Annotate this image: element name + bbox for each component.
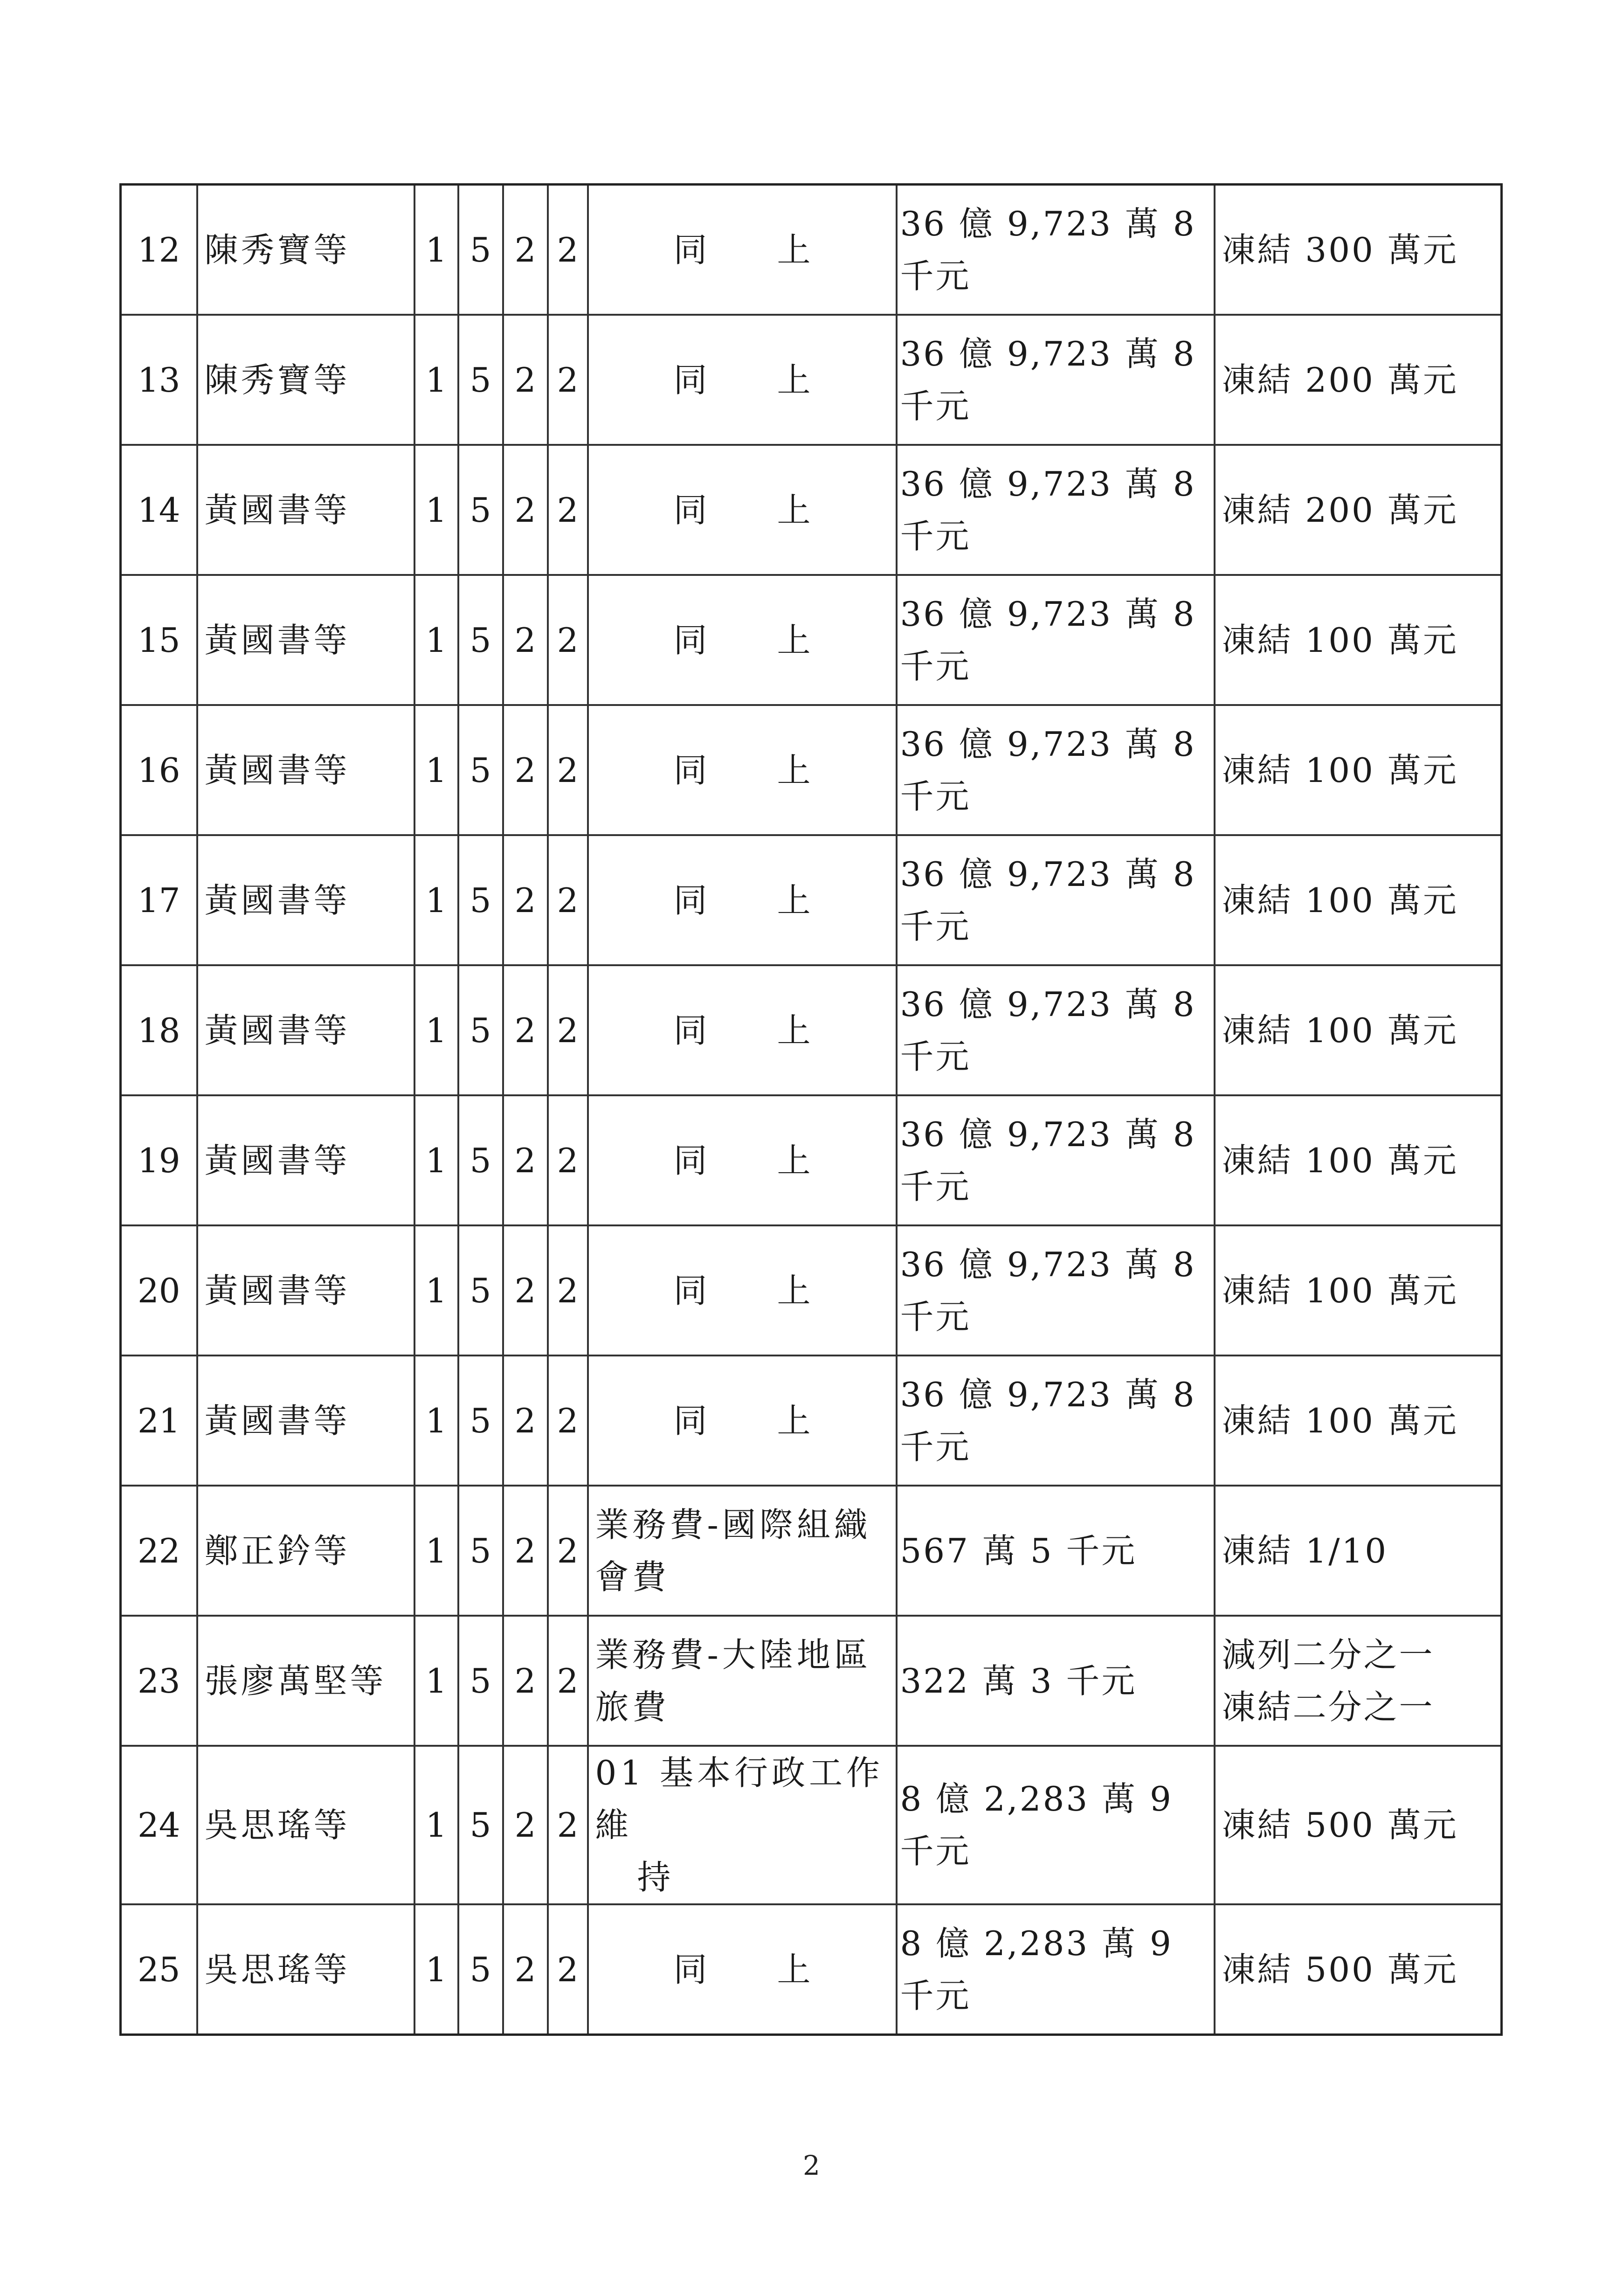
code-digit-2: 5 xyxy=(458,445,503,575)
proposer-name: 陳秀寶等 xyxy=(197,315,414,445)
item-same-b: 上 xyxy=(777,490,811,530)
proposer-name: 黃國書等 xyxy=(197,575,414,705)
row-number: 15 xyxy=(121,575,197,705)
table-row xyxy=(121,445,1502,575)
resolution: 凍結 100 萬元 xyxy=(1215,835,1502,965)
proposer-name: 黃國書等 xyxy=(197,1355,414,1486)
budget-amount: 36 億 9,723 萬 8 千元 xyxy=(897,185,1215,315)
row-number: 25 xyxy=(121,1904,197,2035)
item-same-a: 同 xyxy=(673,750,707,790)
budget-amount: 36 億 9,723 萬 8 千元 xyxy=(897,1095,1215,1225)
row-number: 21 xyxy=(121,1355,197,1486)
code-digit-1: 1 xyxy=(414,1616,458,1746)
table-row xyxy=(121,1904,1502,2035)
table-row xyxy=(121,1616,1502,1746)
motion-table xyxy=(119,183,1503,2036)
resolution: 凍結 100 萬元 xyxy=(1215,1095,1502,1225)
code-digit-4: 2 xyxy=(548,1095,588,1225)
table-row xyxy=(121,705,1502,835)
code-digit-3: 2 xyxy=(503,1225,548,1355)
item-same-b: 上 xyxy=(777,360,811,400)
code-digit-2: 5 xyxy=(458,835,503,965)
code-digit-3: 2 xyxy=(503,1746,548,1904)
code-digit-2: 5 xyxy=(458,185,503,315)
budget-amount: 322 萬 3 千元 xyxy=(897,1616,1215,1746)
row-number: 17 xyxy=(121,835,197,965)
proposer-name: 鄭正鈐等 xyxy=(197,1486,414,1616)
item-same-a: 同 xyxy=(673,1010,707,1050)
code-digit-1: 1 xyxy=(414,1225,458,1355)
budget-item-line-2: 持 xyxy=(637,1858,675,1897)
code-digit-1: 1 xyxy=(414,1486,458,1616)
code-digit-1: 1 xyxy=(414,1355,458,1486)
table-row xyxy=(121,1095,1502,1225)
table-row xyxy=(121,575,1502,705)
item-same-a: 同 xyxy=(673,360,707,400)
code-digit-4: 2 xyxy=(548,445,588,575)
row-number: 20 xyxy=(121,1225,197,1355)
code-digit-2: 5 xyxy=(458,1616,503,1746)
budget-item xyxy=(588,1095,897,1225)
resolution: 凍結 100 萬元 xyxy=(1215,575,1502,705)
resolution-line-1: 減列二分之一 xyxy=(1222,1635,1435,1674)
code-digit-1: 1 xyxy=(414,315,458,445)
code-digit-1: 1 xyxy=(414,185,458,315)
item-same-a: 同 xyxy=(673,230,707,270)
code-digit-3: 2 xyxy=(503,1904,548,2035)
resolution: 凍結 100 萬元 xyxy=(1215,1225,1502,1355)
resolution xyxy=(1215,1616,1502,1746)
code-digit-3: 2 xyxy=(503,185,548,315)
proposer-name: 吳思瑤等 xyxy=(197,1746,414,1904)
item-same-b: 上 xyxy=(777,1271,811,1310)
item-same-b: 上 xyxy=(777,1010,811,1050)
code-digit-2: 5 xyxy=(458,1095,503,1225)
code-digit-3: 2 xyxy=(503,705,548,835)
code-digit-1: 1 xyxy=(414,575,458,705)
budget-amount: 36 億 9,723 萬 8 千元 xyxy=(897,1225,1215,1355)
item-same-a: 同 xyxy=(673,880,707,920)
proposer-name: 黃國書等 xyxy=(197,965,414,1095)
budget-item xyxy=(588,1746,897,1904)
code-digit-4: 2 xyxy=(548,965,588,1095)
resolution: 凍結 200 萬元 xyxy=(1215,445,1502,575)
row-number: 24 xyxy=(121,1746,197,1904)
table-row xyxy=(121,185,1502,315)
proposer-name: 張廖萬堅等 xyxy=(197,1616,414,1746)
table-row xyxy=(121,1486,1502,1616)
code-digit-2: 5 xyxy=(458,1225,503,1355)
item-same-b: 上 xyxy=(777,750,811,790)
code-digit-1: 1 xyxy=(414,835,458,965)
proposer-name: 黃國書等 xyxy=(197,445,414,575)
code-digit-1: 1 xyxy=(414,1095,458,1225)
budget-item-line-1: 01 基本行政工作維 xyxy=(595,1753,884,1845)
row-number: 12 xyxy=(121,185,197,315)
table-row xyxy=(121,1746,1502,1904)
budget-amount: 36 億 9,723 萬 8 千元 xyxy=(897,965,1215,1095)
budget-item xyxy=(588,705,897,835)
budget-item: 業務費-國際組織會費 xyxy=(588,1486,897,1616)
proposer-name: 吳思瑤等 xyxy=(197,1904,414,2035)
budget-item xyxy=(588,315,897,445)
budget-amount: 8 億 2,283 萬 9 千元 xyxy=(897,1746,1215,1904)
code-digit-1: 1 xyxy=(414,445,458,575)
budget-amount: 8 億 2,283 萬 9 千元 xyxy=(897,1904,1215,2035)
code-digit-2: 5 xyxy=(458,705,503,835)
table-row xyxy=(121,315,1502,445)
code-digit-3: 2 xyxy=(503,1486,548,1616)
code-digit-3: 2 xyxy=(503,965,548,1095)
row-number: 19 xyxy=(121,1095,197,1225)
code-digit-4: 2 xyxy=(548,1225,588,1355)
row-number: 16 xyxy=(121,705,197,835)
budget-item xyxy=(588,1225,897,1355)
proposer-name: 黃國書等 xyxy=(197,835,414,965)
budget-item xyxy=(588,835,897,965)
resolution: 凍結 100 萬元 xyxy=(1215,705,1502,835)
item-same-a: 同 xyxy=(673,1141,707,1180)
budget-item xyxy=(588,445,897,575)
code-digit-3: 2 xyxy=(503,1616,548,1746)
code-digit-4: 2 xyxy=(548,1904,588,2035)
code-digit-2: 5 xyxy=(458,965,503,1095)
budget-item xyxy=(588,1355,897,1486)
code-digit-1: 1 xyxy=(414,1904,458,2035)
proposer-name: 黃國書等 xyxy=(197,705,414,835)
proposer-name: 陳秀寶等 xyxy=(197,185,414,315)
code-digit-2: 5 xyxy=(458,1904,503,2035)
code-digit-4: 2 xyxy=(548,1355,588,1486)
budget-item: 業務費-大陸地區旅費 xyxy=(588,1616,897,1746)
budget-amount: 36 億 9,723 萬 8 千元 xyxy=(897,705,1215,835)
budget-item xyxy=(588,1904,897,2035)
code-digit-2: 5 xyxy=(458,315,503,445)
item-same-b: 上 xyxy=(777,880,811,920)
row-number: 23 xyxy=(121,1616,197,1746)
row-number: 18 xyxy=(121,965,197,1095)
code-digit-3: 2 xyxy=(503,315,548,445)
item-same-b: 上 xyxy=(777,1401,811,1440)
item-same-b: 上 xyxy=(777,1141,811,1180)
code-digit-3: 2 xyxy=(503,1095,548,1225)
code-digit-4: 2 xyxy=(548,705,588,835)
code-digit-3: 2 xyxy=(503,445,548,575)
budget-amount: 36 億 9,723 萬 8 千元 xyxy=(897,1355,1215,1486)
table-row xyxy=(121,965,1502,1095)
item-same-a: 同 xyxy=(673,620,707,660)
code-digit-3: 2 xyxy=(503,575,548,705)
item-same-a: 同 xyxy=(673,490,707,530)
code-digit-4: 2 xyxy=(548,1486,588,1616)
code-digit-1: 1 xyxy=(414,1746,458,1904)
code-digit-1: 1 xyxy=(414,965,458,1095)
budget-amount: 36 億 9,723 萬 8 千元 xyxy=(897,445,1215,575)
item-same-b: 上 xyxy=(777,230,811,270)
item-same-a: 同 xyxy=(673,1271,707,1310)
item-same-a: 同 xyxy=(673,1401,707,1440)
budget-amount: 36 億 9,723 萬 8 千元 xyxy=(897,315,1215,445)
budget-amount: 36 億 9,723 萬 8 千元 xyxy=(897,575,1215,705)
code-digit-4: 2 xyxy=(548,1616,588,1746)
budget-amount: 36 億 9,723 萬 8 千元 xyxy=(897,835,1215,965)
row-number: 13 xyxy=(121,315,197,445)
code-digit-4: 2 xyxy=(548,575,588,705)
code-digit-4: 2 xyxy=(548,315,588,445)
resolution: 凍結 1/10 xyxy=(1215,1486,1502,1616)
code-digit-4: 2 xyxy=(548,1746,588,1904)
item-same-a: 同 xyxy=(673,1950,707,1989)
code-digit-4: 2 xyxy=(548,185,588,315)
code-digit-3: 2 xyxy=(503,1355,548,1486)
budget-amount: 567 萬 5 千元 xyxy=(897,1486,1215,1616)
row-number: 22 xyxy=(121,1486,197,1616)
budget-item xyxy=(588,575,897,705)
table-row xyxy=(121,1355,1502,1486)
proposer-name: 黃國書等 xyxy=(197,1095,414,1225)
code-digit-2: 5 xyxy=(458,1355,503,1486)
item-same-b: 上 xyxy=(777,620,811,660)
table-row xyxy=(121,1225,1502,1355)
proposer-name: 黃國書等 xyxy=(197,1225,414,1355)
code-digit-3: 2 xyxy=(503,835,548,965)
page-number: 2 xyxy=(803,2150,820,2181)
code-digit-2: 5 xyxy=(458,1486,503,1616)
resolution: 凍結 500 萬元 xyxy=(1215,1904,1502,2035)
resolution: 凍結 100 萬元 xyxy=(1215,965,1502,1095)
budget-item xyxy=(588,185,897,315)
table-row xyxy=(121,835,1502,965)
resolution: 凍結 500 萬元 xyxy=(1215,1746,1502,1904)
code-digit-2: 5 xyxy=(458,575,503,705)
resolution: 凍結 200 萬元 xyxy=(1215,315,1502,445)
resolution: 凍結 100 萬元 xyxy=(1215,1355,1502,1486)
code-digit-1: 1 xyxy=(414,705,458,835)
code-digit-4: 2 xyxy=(548,835,588,965)
item-same-b: 上 xyxy=(777,1950,811,1989)
resolution: 凍結 300 萬元 xyxy=(1215,185,1502,315)
resolution-line-2: 凍結二分之一 xyxy=(1222,1687,1435,1727)
code-digit-2: 5 xyxy=(458,1746,503,1904)
budget-item xyxy=(588,965,897,1095)
row-number: 14 xyxy=(121,445,197,575)
